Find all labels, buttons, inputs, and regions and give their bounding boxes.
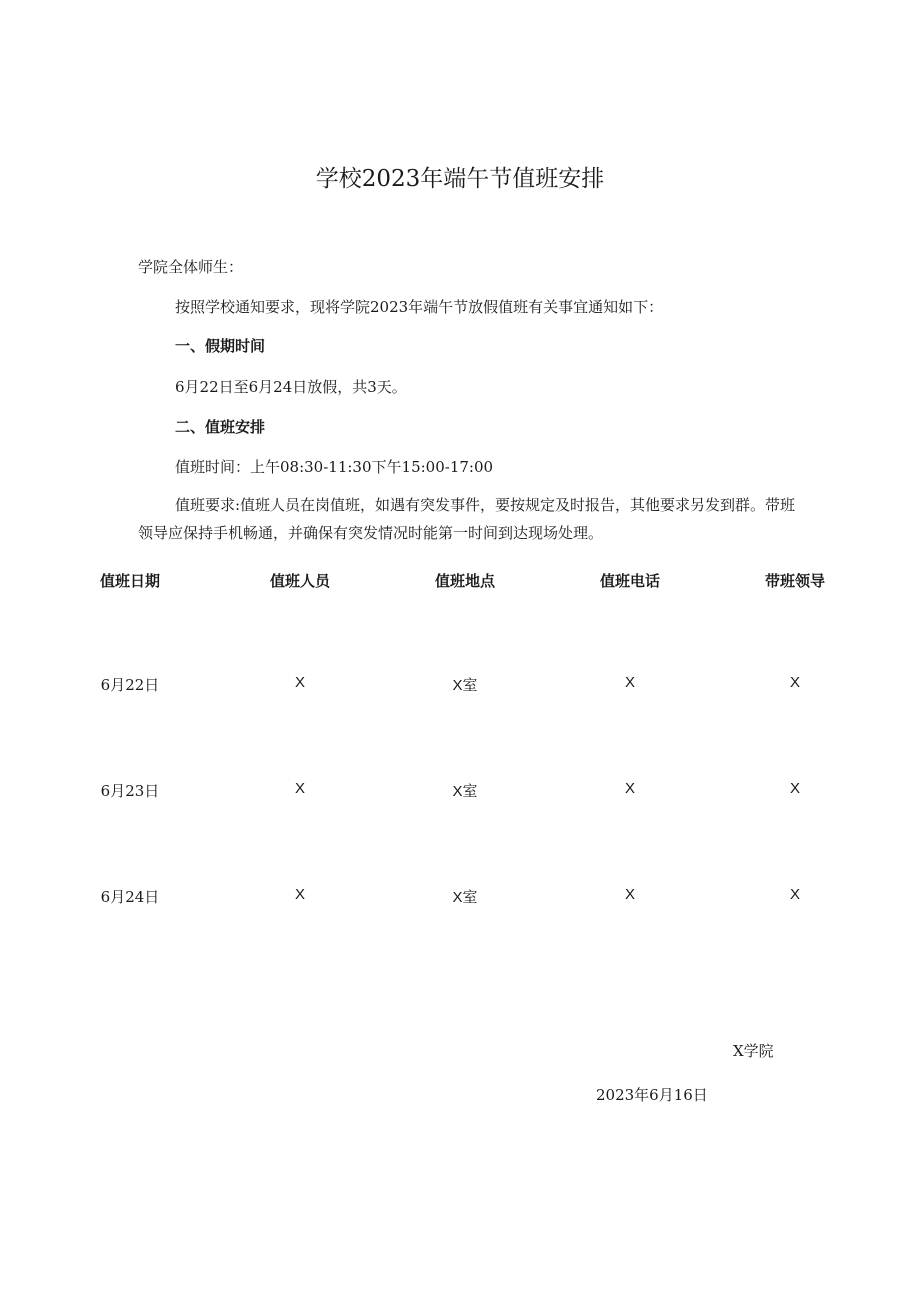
section-heading-duty: 二、值班安排 — [175, 418, 266, 436]
cell-date: 6月22日 — [100, 676, 160, 694]
intro-paragraph: 按照学校通知要求，现将学院2023年端午节放假值班有关事宜通知如下： — [175, 298, 664, 316]
cell-staff: X — [294, 780, 305, 797]
cell-leader: X — [789, 780, 800, 797]
cell-location: X室 — [452, 889, 478, 906]
header-leader: 带班领导 — [764, 572, 825, 590]
cell-phone: X — [624, 780, 635, 797]
table-row — [0, 886, 920, 910]
signature-date: 2023年6月16日 — [596, 1086, 708, 1104]
cell-staff: X — [294, 886, 305, 903]
header-duty-staff: 值班人员 — [269, 572, 330, 590]
duty-requirement-line-1: 值班要求:值班人员在岗值班，如遇有突发事件，要按规定及时报告，其他要求另发到群。带班 — [175, 496, 796, 514]
header-duty-date: 值班日期 — [99, 572, 160, 590]
duty-time-text: 值班时间：上午08:30-11:30下午15:00-17:00 — [175, 458, 494, 476]
cell-leader: X — [789, 674, 800, 691]
cell-phone: X — [624, 674, 635, 691]
cell-location: X室 — [452, 677, 478, 694]
cell-leader: X — [789, 886, 800, 903]
header-duty-phone: 值班电话 — [599, 572, 660, 590]
signature-organization: X学院 — [733, 1042, 774, 1060]
cell-date: 6月24日 — [100, 888, 160, 906]
section-heading-holiday: 一、假期时间 — [175, 337, 266, 355]
header-duty-location: 值班地点 — [434, 572, 495, 590]
table-row — [0, 780, 920, 804]
duty-requirement-line-2: 领导应保持手机畅通，并确保有突发情况时能第一时间到达现场处理。 — [138, 524, 604, 542]
holiday-period-text: 6月22日至6月24日放假，共3天。 — [175, 378, 407, 396]
salutation: 学院全体师生： — [138, 258, 244, 276]
cell-phone: X — [624, 886, 635, 903]
document-title: 学校2023年端午节值班安排 — [315, 166, 605, 192]
cell-location: X室 — [452, 783, 478, 800]
cell-staff: X — [294, 674, 305, 691]
table-row — [0, 674, 920, 698]
cell-date: 6月23日 — [100, 782, 160, 800]
